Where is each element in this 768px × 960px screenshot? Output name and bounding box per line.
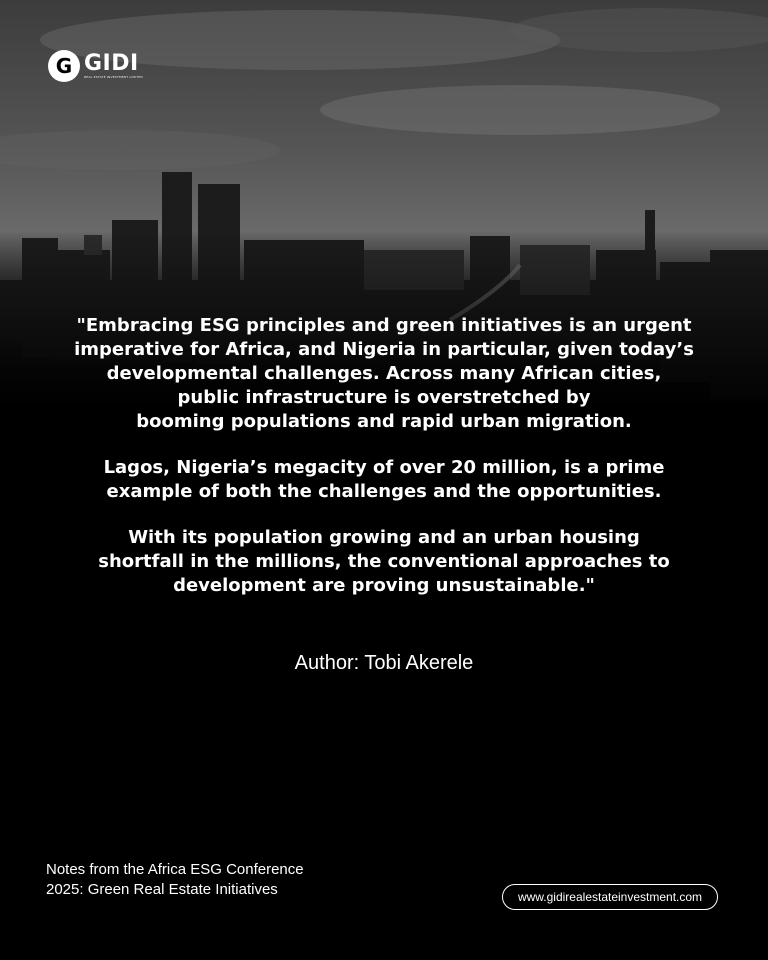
quote-line: "Embracing ESG principles and green initiatives is an urgent [76, 315, 692, 336]
quote-line: Lagos, Nigeria’s megacity of over 20 million, is a prime [103, 457, 665, 478]
quote-line: developmental challenges. Across many African cities, [106, 363, 662, 384]
conference-notes [46, 860, 304, 900]
website-link[interactable]: www.gidirealestateinvestment.com [502, 884, 718, 910]
brand-tagline: REAL ESTATE INVESTMENT LIMITED [84, 75, 143, 79]
quote-paragraph [30, 526, 738, 598]
notes-line: 2025: Green Real Estate Initiatives [46, 881, 278, 898]
quote-line: public infrastructure is overstretched by [177, 387, 591, 408]
quote-paragraph [30, 456, 738, 504]
brand-logo [48, 50, 143, 82]
brand-name: GIDI [84, 51, 139, 76]
quote-line: With its population growing and an urban housing [128, 527, 640, 548]
notes-line: Notes from the Africa ESG Conference [46, 861, 304, 878]
quote-author: Author: Tobi Akerele [294, 652, 474, 674]
logo-mark-icon: G [48, 50, 80, 82]
logo-text [84, 53, 143, 79]
quote-line: development are proving unsustainable." [173, 575, 595, 596]
quote-line: shortfall in the millions, the conventional approaches to [98, 551, 670, 572]
quote-paragraph [30, 314, 738, 434]
quote-block [30, 314, 738, 598]
quote-line: example of both the challenges and the opportunities. [106, 481, 662, 502]
quote-line: imperative for Africa, and Nigeria in particular, given today’s [74, 339, 694, 360]
quote-line: booming populations and rapid urban migration. [136, 411, 632, 432]
